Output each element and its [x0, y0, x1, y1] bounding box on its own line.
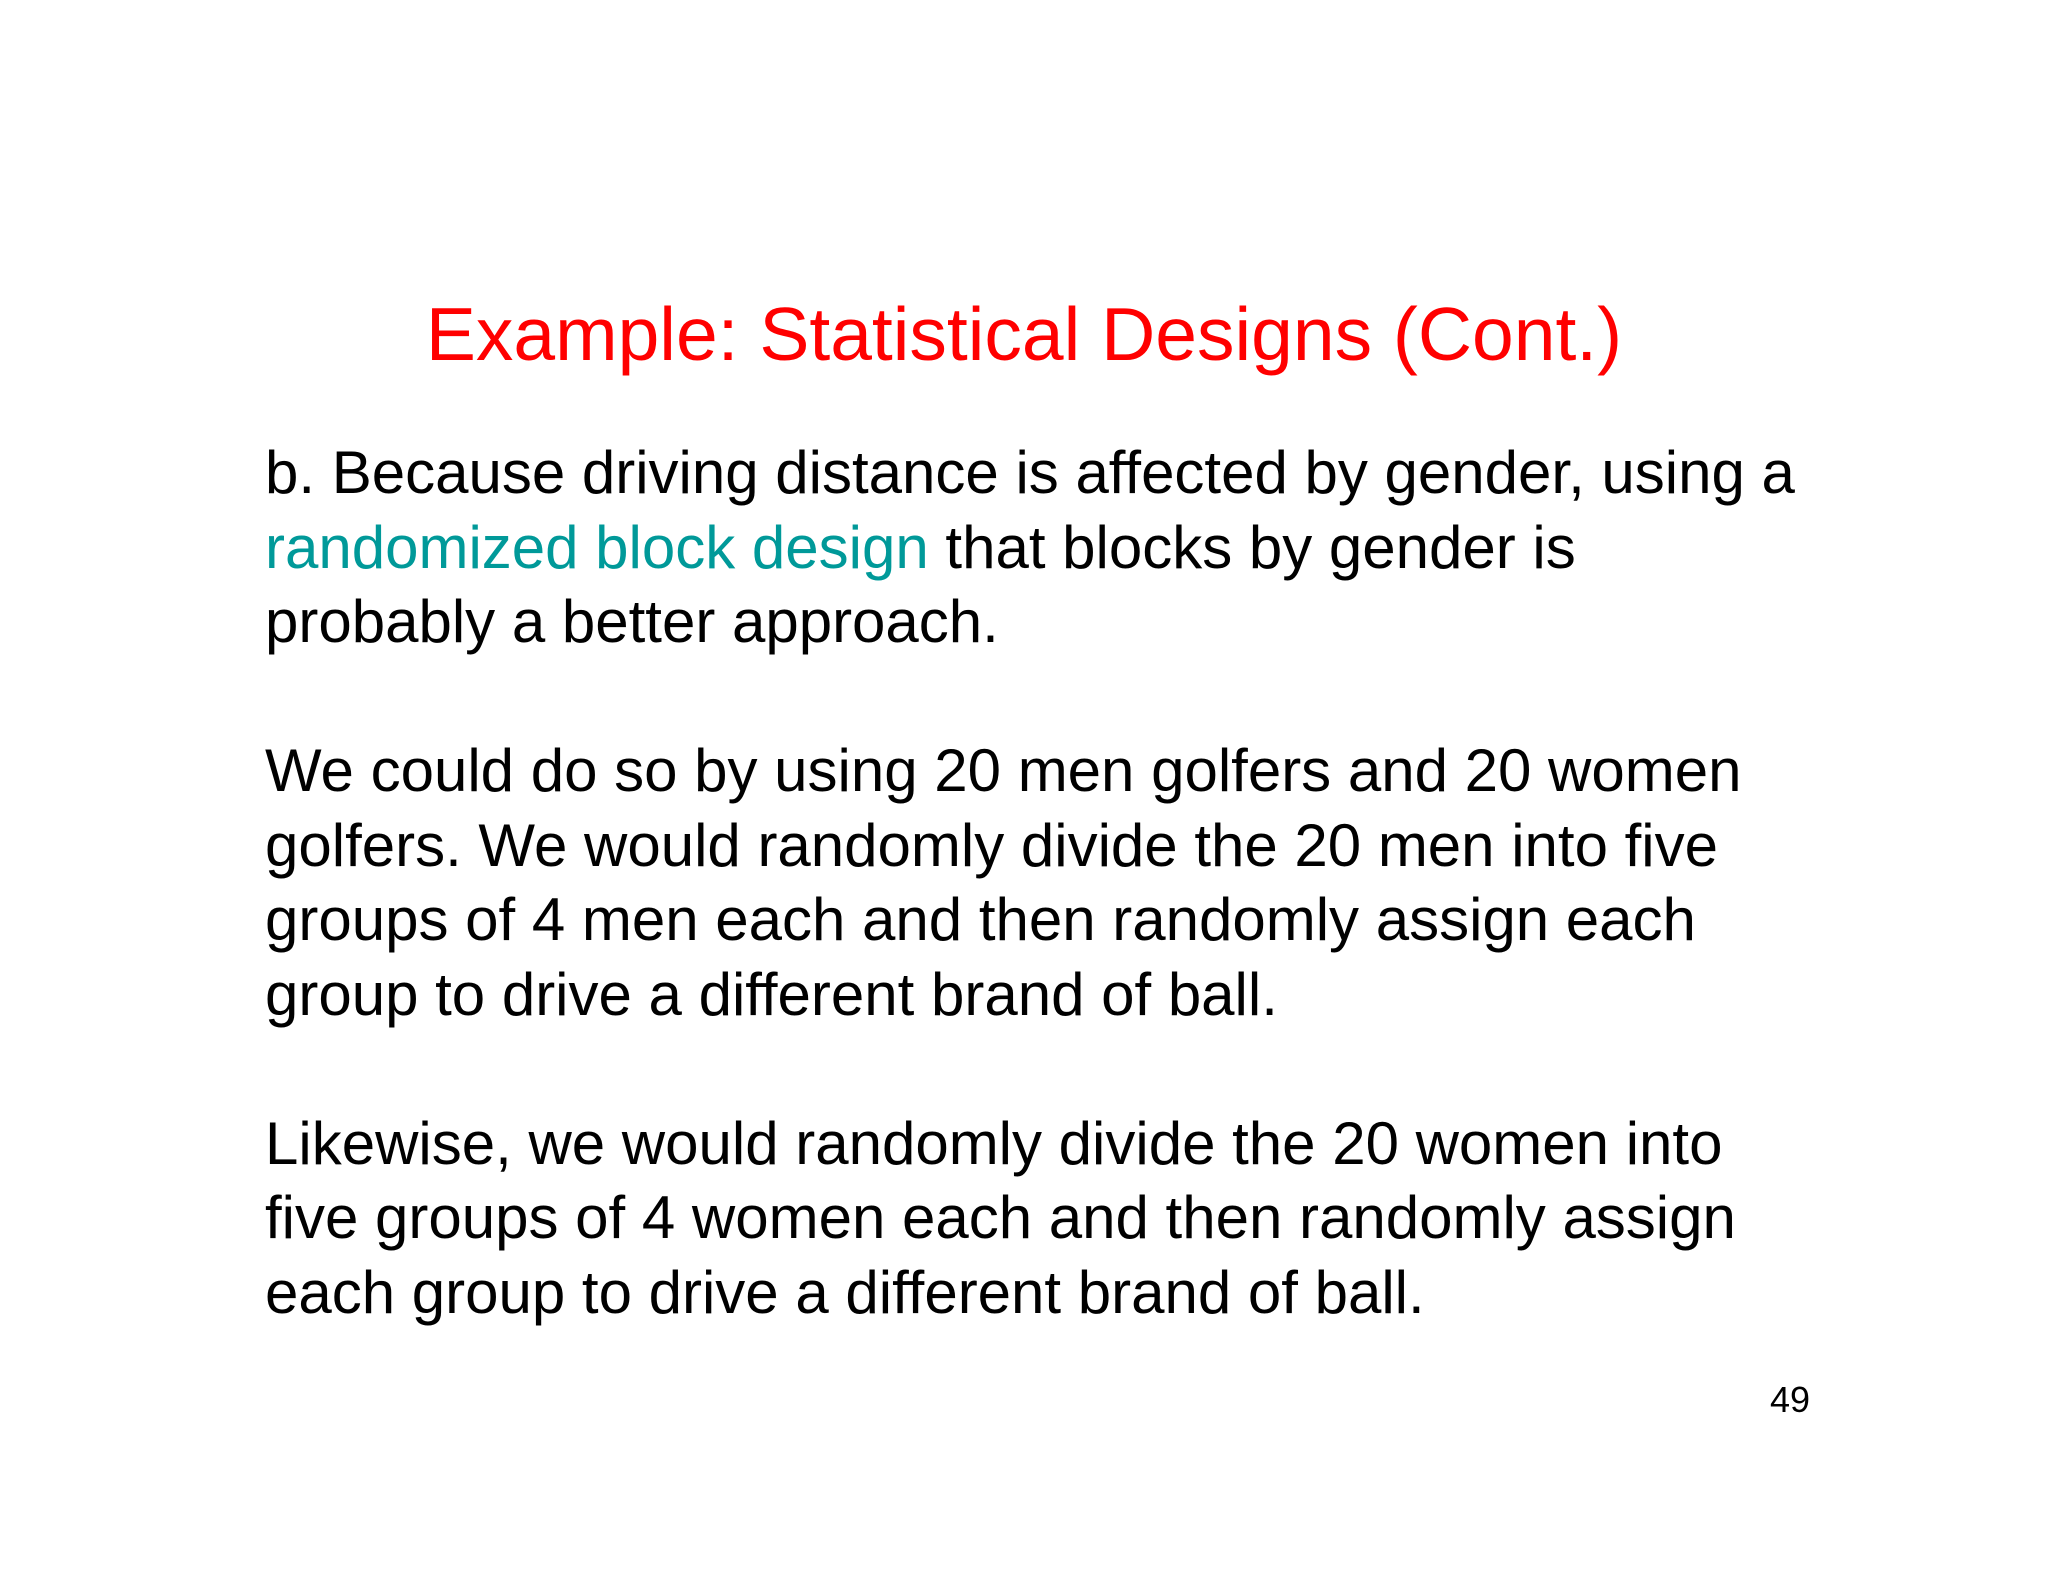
paragraph-men-golfers	[265, 734, 1985, 1032]
text-line: five groups of 4 women each and then randomly assign	[265, 1184, 1736, 1251]
text-line: probably a better approach.	[265, 588, 999, 655]
text-line	[265, 511, 1985, 586]
slide-body	[265, 436, 1985, 1330]
slide-title: Example: Statistical Designs (Cont.)	[425, 292, 1623, 376]
text-line: Likewise, we would randomly divide the 20 women into	[265, 1109, 1723, 1177]
text-line: golfers. We would randomly divide the 20 men into five	[265, 811, 1718, 879]
text-line: groups of 4 men each and then randomly assign each	[265, 886, 1696, 953]
paragraph-blocked-design	[265, 436, 1985, 660]
text-line: each group to drive a different brand of ball.	[265, 1258, 1425, 1326]
text-line: group to drive a different brand of ball.	[265, 960, 1278, 1028]
term-randomized-block-design: randomized block design	[265, 513, 929, 581]
paragraph-women-golfers	[265, 1107, 1985, 1331]
text-line: b. Because driving distance is affected by gender, using a	[265, 439, 1795, 506]
text-line: We could do so by using 20 men golfers and 20 women	[265, 737, 1742, 804]
page-number: 49	[1769, 1379, 1810, 1420]
text-segment: that blocks by gender is	[928, 513, 1576, 581]
